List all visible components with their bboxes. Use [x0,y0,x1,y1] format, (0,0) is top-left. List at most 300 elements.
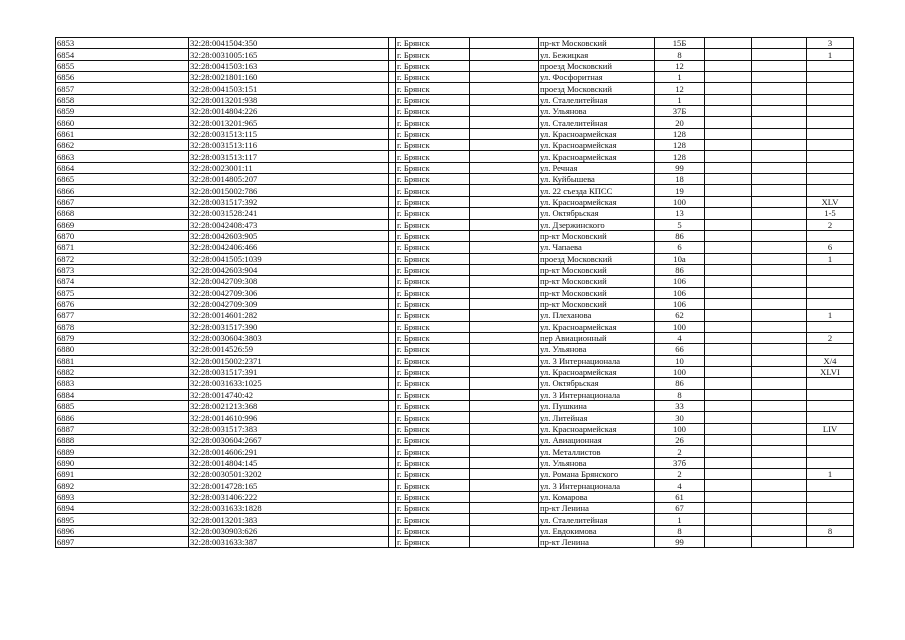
table-row [56,117,854,128]
empty-cell [705,94,752,105]
apartment-cell [807,457,854,468]
empty-cell [705,38,752,49]
row-number-cell: 6878 [56,321,189,332]
row-number-cell: 6867 [56,196,189,207]
empty-cell [470,185,539,196]
empty-cell [389,321,396,332]
house-number-cell: 2 [655,469,705,480]
house-number-cell: 86 [655,264,705,275]
house-number-cell: 4 [655,332,705,343]
empty-cell [389,537,396,548]
cadastral-number-cell: 32:28:0014601:282 [189,310,389,321]
house-number-cell: 19 [655,185,705,196]
street-cell: пр-кт Московский [539,276,655,287]
empty-cell [752,276,807,287]
cadastral-number-cell: 32:28:0042709:306 [189,287,389,298]
city-cell: г. Брянск [396,196,470,207]
empty-cell [470,480,539,491]
street-cell: пр-кт Ленина [539,503,655,514]
empty-cell [705,503,752,514]
cadastral-number-cell: 32:28:0014526:59 [189,344,389,355]
empty-cell [389,355,396,366]
empty-cell [705,287,752,298]
house-number-cell: 86 [655,378,705,389]
city-cell: г. Брянск [396,537,470,548]
city-cell: г. Брянск [396,128,470,139]
house-number-cell: 99 [655,537,705,548]
city-cell: г. Брянск [396,242,470,253]
empty-cell [389,83,396,94]
empty-cell [389,230,396,241]
city-cell: г. Брянск [396,457,470,468]
empty-cell [705,106,752,117]
empty-cell [752,435,807,446]
empty-cell [470,287,539,298]
empty-cell [752,72,807,83]
table-row [56,60,854,71]
empty-cell [705,140,752,151]
table-row [56,378,854,389]
apartment-cell [807,298,854,309]
empty-cell [470,230,539,241]
city-cell: г. Брянск [396,174,470,185]
row-number-cell: 6854 [56,49,189,60]
empty-cell [705,117,752,128]
empty-cell [752,355,807,366]
empty-cell [752,378,807,389]
cadastral-number-cell: 32:28:0030604:3803 [189,332,389,343]
empty-cell [752,185,807,196]
street-cell: ул. Ульянова [539,457,655,468]
street-cell: ул. Красноармейская [539,140,655,151]
empty-cell [389,242,396,253]
empty-cell [705,162,752,173]
table-row [56,185,854,196]
empty-cell [470,514,539,525]
street-cell: пр-кт Ленина [539,537,655,548]
apartment-cell [807,480,854,491]
empty-cell [752,321,807,332]
street-cell: ул. Сталелитейная [539,94,655,105]
house-number-cell: 12 [655,83,705,94]
city-cell: г. Брянск [396,514,470,525]
cadastral-number-cell: 32:28:0031517:391 [189,366,389,377]
city-cell: г. Брянск [396,525,470,536]
empty-cell [705,366,752,377]
street-cell: пр-кт Московский [539,287,655,298]
apartment-cell: XLV [807,196,854,207]
house-number-cell: 37Б [655,106,705,117]
empty-cell [389,287,396,298]
apartment-cell [807,491,854,502]
city-cell: г. Брянск [396,310,470,321]
empty-cell [389,94,396,105]
table-row [56,537,854,548]
apartment-cell [807,117,854,128]
empty-cell [752,287,807,298]
cadastral-number-cell: 32:28:0013201:383 [189,514,389,525]
row-number-cell: 6865 [56,174,189,185]
house-number-cell: 8 [655,49,705,60]
street-cell: пр-кт Московский [539,264,655,275]
empty-cell [752,264,807,275]
house-number-cell: 30 [655,412,705,423]
empty-cell [389,128,396,139]
city-cell: г. Брянск [396,366,470,377]
table-row [56,151,854,162]
empty-cell [389,151,396,162]
house-number-cell: 10 [655,355,705,366]
table-row [56,106,854,117]
empty-cell [470,469,539,480]
table-row [56,321,854,332]
empty-cell [752,38,807,49]
street-cell: пер Авиационный [539,332,655,343]
empty-cell [389,401,396,412]
cadastral-number-cell: 32:28:0021213:368 [189,401,389,412]
apartment-cell: 1 [807,49,854,60]
city-cell: г. Брянск [396,219,470,230]
empty-cell [389,446,396,457]
empty-cell [470,196,539,207]
house-number-cell: 10а [655,253,705,264]
empty-cell [470,253,539,264]
table-row [56,480,854,491]
row-number-cell: 6881 [56,355,189,366]
empty-cell [470,310,539,321]
street-cell: ул. Литейная [539,412,655,423]
empty-cell [705,457,752,468]
house-number-cell: 100 [655,321,705,332]
row-number-cell: 6890 [56,457,189,468]
house-number-cell: 20 [655,117,705,128]
row-number-cell: 6853 [56,38,189,49]
city-cell: г. Брянск [396,72,470,83]
table-row [56,72,854,83]
row-number-cell: 6892 [56,480,189,491]
empty-cell [705,321,752,332]
empty-cell [752,242,807,253]
city-cell: г. Брянск [396,264,470,275]
empty-cell [752,230,807,241]
row-number-cell: 6897 [56,537,189,548]
street-cell: ул. Ульянова [539,106,655,117]
street-cell: ул. Красноармейская [539,366,655,377]
empty-cell [752,457,807,468]
cadastral-number-cell: 32:28:0031633:1025 [189,378,389,389]
table-row [56,446,854,457]
apartment-cell: 2 [807,332,854,343]
street-cell: проезд Московский [539,60,655,71]
row-number-cell: 6855 [56,60,189,71]
table-row [56,435,854,446]
cadastral-number-cell: 32:28:0031633:1828 [189,503,389,514]
house-number-cell: 13 [655,208,705,219]
empty-cell [705,491,752,502]
empty-cell [389,208,396,219]
city-cell: г. Брянск [396,332,470,343]
empty-cell [389,276,396,287]
empty-cell [752,140,807,151]
row-number-cell: 6866 [56,185,189,196]
empty-cell [705,332,752,343]
city-cell: г. Брянск [396,355,470,366]
empty-cell [752,151,807,162]
house-number-cell: 100 [655,366,705,377]
empty-cell [705,253,752,264]
empty-cell [389,219,396,230]
empty-cell [389,106,396,117]
empty-cell [752,480,807,491]
empty-cell [752,366,807,377]
cadastral-number-cell: 32:28:0030604:2667 [189,435,389,446]
empty-cell [752,344,807,355]
house-number-cell: 61 [655,491,705,502]
empty-cell [752,94,807,105]
empty-cell [705,230,752,241]
apartment-cell [807,128,854,139]
apartment-cell [807,230,854,241]
street-cell: ул. Сталелитейная [539,514,655,525]
table-row [56,94,854,105]
table-row [56,83,854,94]
cadastral-number-cell: 32:28:0041505:1039 [189,253,389,264]
street-cell: ул. Евдокимова [539,525,655,536]
city-cell: г. Брянск [396,298,470,309]
apartment-cell: X/4 [807,355,854,366]
empty-cell [752,423,807,434]
row-number-cell: 6874 [56,276,189,287]
row-number-cell: 6879 [56,332,189,343]
empty-cell [470,83,539,94]
cadastral-number-cell: 32:28:0041504:350 [189,38,389,49]
apartment-cell [807,72,854,83]
row-number-cell: 6858 [56,94,189,105]
empty-cell [752,514,807,525]
empty-cell [752,117,807,128]
city-cell: г. Брянск [396,423,470,434]
empty-cell [470,321,539,332]
row-number-cell: 6871 [56,242,189,253]
city-cell: г. Брянск [396,60,470,71]
house-number-cell: 128 [655,140,705,151]
street-cell: ул. Красноармейская [539,196,655,207]
house-number-cell: 62 [655,310,705,321]
cadastral-number-cell: 32:28:0041503:151 [189,83,389,94]
empty-cell [705,344,752,355]
empty-cell [705,378,752,389]
empty-cell [470,355,539,366]
empty-cell [470,242,539,253]
apartment-cell: 2 [807,219,854,230]
table-row [56,287,854,298]
row-number-cell: 6860 [56,117,189,128]
house-number-cell: 1 [655,514,705,525]
apartment-cell [807,503,854,514]
empty-cell [470,106,539,117]
city-cell: г. Брянск [396,344,470,355]
empty-cell [470,140,539,151]
street-cell: ул. Красноармейская [539,151,655,162]
empty-cell [752,389,807,400]
row-number-cell: 6856 [56,72,189,83]
row-number-cell: 6883 [56,378,189,389]
house-number-cell: 4 [655,480,705,491]
empty-cell [470,208,539,219]
house-number-cell: 37б [655,457,705,468]
street-cell: ул. Пушкина [539,401,655,412]
table-row [56,276,854,287]
empty-cell [705,480,752,491]
table-row [56,412,854,423]
apartment-cell [807,276,854,287]
street-cell: пр-кт Московский [539,38,655,49]
cadastral-number-cell: 32:28:0042603:905 [189,230,389,241]
house-number-cell: 2 [655,446,705,457]
empty-cell [752,537,807,548]
table-row [56,140,854,151]
row-number-cell: 6887 [56,423,189,434]
apartment-cell [807,174,854,185]
empty-cell [752,298,807,309]
cadastral-number-cell: 32:28:0030903:626 [189,525,389,536]
empty-cell [389,344,396,355]
table-row [56,332,854,343]
table-row [56,525,854,536]
empty-cell [470,219,539,230]
empty-cell [752,469,807,480]
empty-cell [389,412,396,423]
house-number-cell: 86 [655,230,705,241]
cadastral-number-cell: 32:28:0014804:226 [189,106,389,117]
apartment-cell [807,287,854,298]
city-cell: г. Брянск [396,276,470,287]
row-number-cell: 6862 [56,140,189,151]
cadastral-number-cell: 32:28:0031406:222 [189,491,389,502]
house-number-cell: 66 [655,344,705,355]
house-number-cell: 8 [655,525,705,536]
cadastral-number-cell: 32:28:0031005:165 [189,49,389,60]
empty-cell [705,469,752,480]
empty-cell [470,60,539,71]
apartment-cell [807,537,854,548]
house-number-cell: 106 [655,287,705,298]
street-cell: ул. Комарова [539,491,655,502]
property-register-table [55,37,854,548]
empty-cell [389,389,396,400]
empty-cell [470,435,539,446]
empty-cell [470,412,539,423]
street-cell: пр-кт Московский [539,230,655,241]
street-cell: ул. 3 Интернационала [539,355,655,366]
empty-cell [705,60,752,71]
row-number-cell: 6894 [56,503,189,514]
empty-cell [389,491,396,502]
street-cell: ул. Дзержинского [539,219,655,230]
empty-cell [752,219,807,230]
house-number-cell: 1 [655,94,705,105]
table-row [56,38,854,49]
cadastral-number-cell: 32:28:0021801:160 [189,72,389,83]
empty-cell [752,253,807,264]
street-cell: пр-кт Московский [539,298,655,309]
apartment-cell: 1 [807,253,854,264]
empty-cell [705,389,752,400]
empty-cell [389,196,396,207]
street-cell: ул. Октябрьская [539,208,655,219]
empty-cell [705,276,752,287]
empty-cell [470,276,539,287]
apartment-cell [807,94,854,105]
cadastral-number-cell: 32:28:0041503:163 [189,60,389,71]
apartment-cell [807,389,854,400]
cadastral-number-cell: 32:28:0014804:145 [189,457,389,468]
city-cell: г. Брянск [396,140,470,151]
apartment-cell: XLVI [807,366,854,377]
table-row [56,208,854,219]
empty-cell [705,49,752,60]
street-cell: ул. Ульянова [539,344,655,355]
city-cell: г. Брянск [396,151,470,162]
cadastral-number-cell: 32:28:0013201:965 [189,117,389,128]
table-row [56,174,854,185]
empty-cell [470,332,539,343]
empty-cell [752,446,807,457]
street-cell: ул. Красноармейская [539,423,655,434]
apartment-cell [807,83,854,94]
cadastral-number-cell: 32:28:0031513:116 [189,140,389,151]
empty-cell [389,185,396,196]
row-number-cell: 6893 [56,491,189,502]
table-row [56,366,854,377]
street-cell: ул. 22 съезда КПСС [539,185,655,196]
empty-cell [470,423,539,434]
row-number-cell: 6882 [56,366,189,377]
row-number-cell: 6864 [56,162,189,173]
empty-cell [752,310,807,321]
apartment-cell [807,435,854,446]
street-cell: ул. 3 Интернационала [539,480,655,491]
house-number-cell: 106 [655,276,705,287]
apartment-cell: 3 [807,38,854,49]
row-number-cell: 6861 [56,128,189,139]
cadastral-number-cell: 32:28:0014740:42 [189,389,389,400]
row-number-cell: 6875 [56,287,189,298]
table-row [56,344,854,355]
house-number-cell: 15Б [655,38,705,49]
apartment-cell: 1 [807,469,854,480]
empty-cell [705,525,752,536]
city-cell: г. Брянск [396,401,470,412]
empty-cell [389,423,396,434]
cadastral-number-cell: 32:28:0014606:291 [189,446,389,457]
empty-cell [705,196,752,207]
city-cell: г. Брянск [396,208,470,219]
city-cell: г. Брянск [396,83,470,94]
empty-cell [470,128,539,139]
empty-cell [389,525,396,536]
empty-cell [389,60,396,71]
house-number-cell: 106 [655,298,705,309]
city-cell: г. Брянск [396,321,470,332]
house-number-cell: 128 [655,128,705,139]
city-cell: г. Брянск [396,503,470,514]
empty-cell [705,412,752,423]
empty-cell [752,401,807,412]
table-row [56,355,854,366]
city-cell: г. Брянск [396,469,470,480]
apartment-cell: LIV [807,423,854,434]
